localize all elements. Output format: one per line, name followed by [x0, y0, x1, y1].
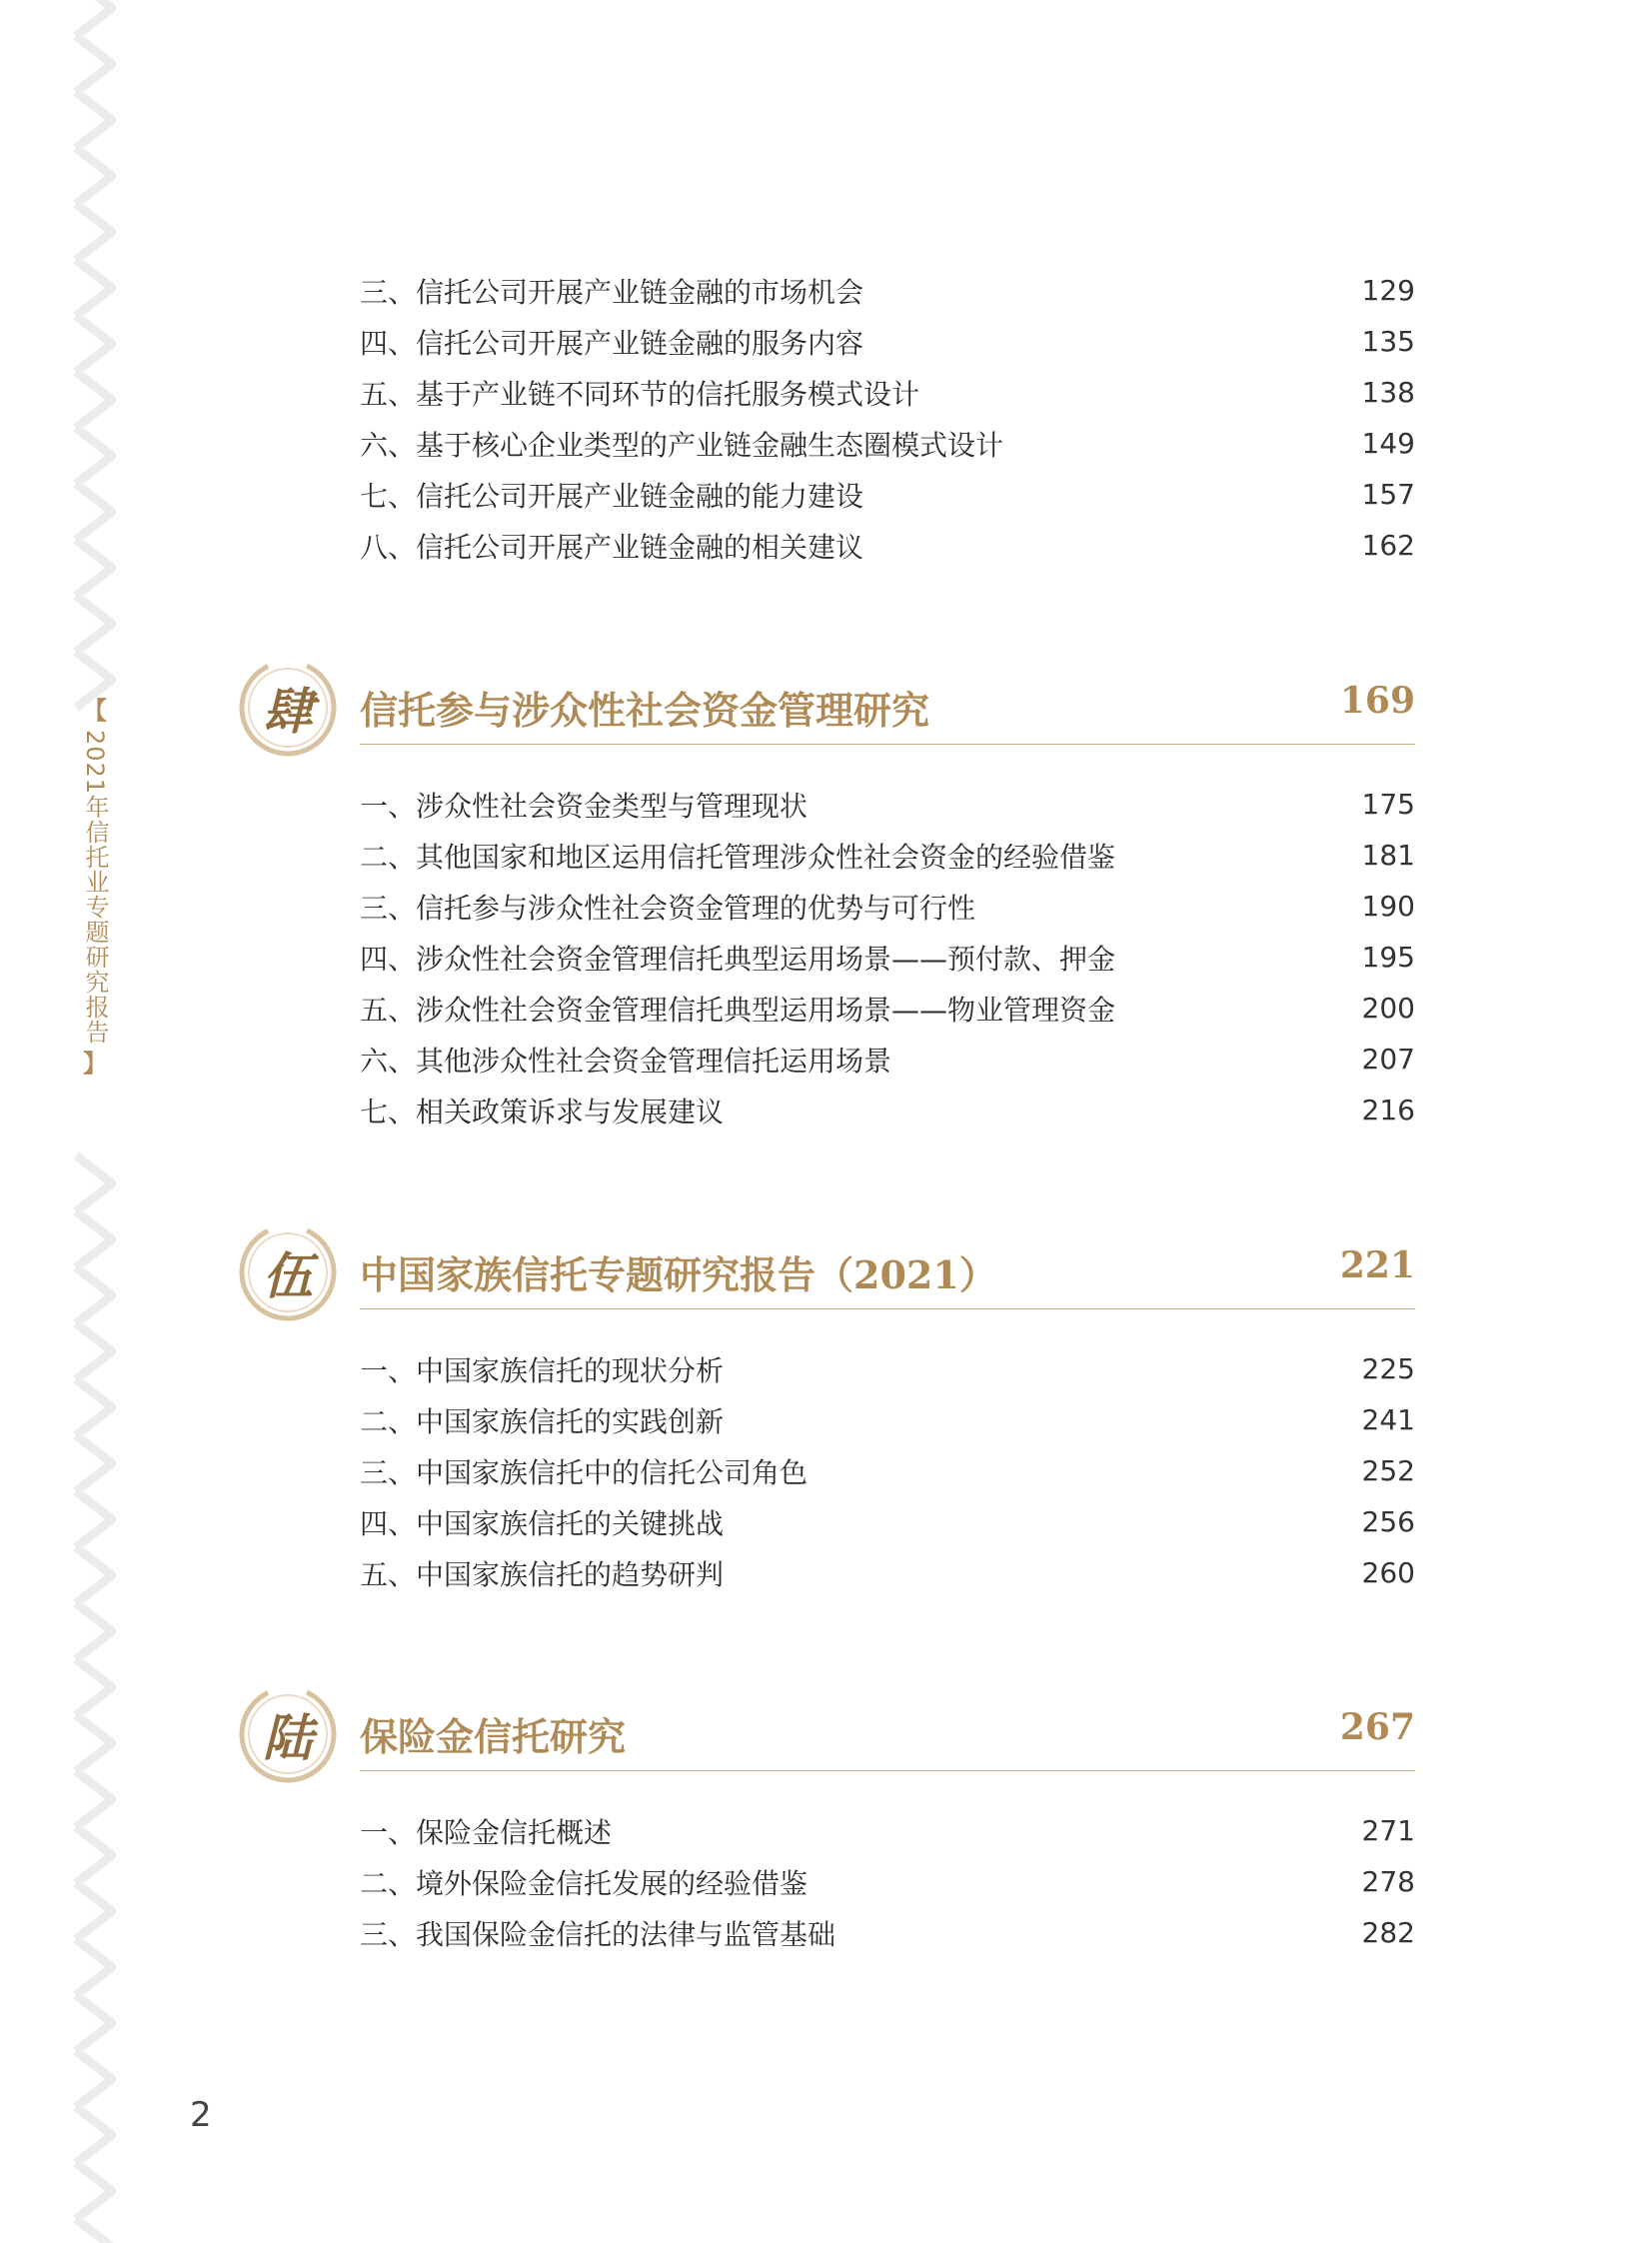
- chapter-heading-5[interactable]: [230, 1212, 1415, 1332]
- chevron-mark: [76, 316, 112, 372]
- toc-entry-page: 135: [1361, 325, 1415, 358]
- chevron-mark: [76, 0, 112, 36]
- chapter-title: 信托参与涉众性社会资金管理研究: [360, 688, 930, 733]
- toc-entry-title: 五、涉众性社会资金管理信托典型运用场景——物业管理资金: [360, 993, 1116, 1027]
- running-title-close-bracket: 】: [83, 1050, 107, 1079]
- chevron-mark: [76, 1323, 112, 1379]
- toc-entry-page: 195: [1361, 941, 1415, 974]
- toc-entry[interactable]: [360, 779, 1415, 830]
- toc-entry-title: 六、基于核心企业类型的产业链金融生态圈模式设计: [360, 428, 1004, 462]
- chevron-mark: [76, 1491, 112, 1547]
- chevron-mark: [76, 1883, 112, 1939]
- toc-entry-page: 241: [1361, 1403, 1415, 1436]
- chevron-mark: [76, 1435, 112, 1491]
- toc-entry[interactable]: [360, 520, 1415, 571]
- chevron-mark: [76, 1547, 112, 1603]
- toc-entry-page: 207: [1361, 1043, 1415, 1076]
- decorative-chevron-strip: [72, 0, 116, 2243]
- chevron-mark: [76, 1155, 112, 1211]
- chapter-heading-4[interactable]: [230, 648, 1415, 768]
- toc-entry[interactable]: [360, 1547, 1415, 1598]
- toc-entry-page: 162: [1361, 529, 1415, 562]
- chevron-mark: [76, 260, 112, 316]
- toc-entry-title: 三、信托公司开展产业链金融的市场机会: [360, 275, 864, 309]
- running-title-open-bracket: 【: [83, 697, 107, 725]
- chapter-page: 221: [1339, 1244, 1415, 1286]
- chevron-mark: [76, 148, 112, 204]
- toc-entry-page: 216: [1361, 1094, 1415, 1126]
- chapter-divider: [360, 1770, 1415, 1771]
- chevron-mark: [76, 1267, 112, 1323]
- chevron-mark: [76, 204, 112, 260]
- toc-entry[interactable]: [360, 1496, 1415, 1547]
- toc-entry-page: 225: [1361, 1352, 1415, 1385]
- chevron-mark: [76, 540, 112, 596]
- toc-entry-title: 二、其他国家和地区运用信托管理涉众性社会资金的经验借鉴: [360, 840, 1116, 874]
- running-title: [78, 698, 112, 1077]
- chevron-mark: [76, 1827, 112, 1883]
- toc-entry-title: 三、信托参与涉众性社会资金管理的优势与可行性: [360, 891, 976, 925]
- toc-entry[interactable]: [360, 1907, 1415, 1958]
- toc-entry-page: 200: [1361, 992, 1415, 1025]
- toc-entry[interactable]: [360, 1445, 1415, 1496]
- chevron-mark: [76, 1379, 112, 1435]
- toc-entry-page: 278: [1361, 1865, 1415, 1898]
- toc-entry-title: 一、涉众性社会资金类型与管理现状: [360, 789, 809, 823]
- toc-entry-title: 三、中国家族信托中的信托公司角色: [360, 1455, 809, 1489]
- toc-entry[interactable]: [360, 881, 1415, 932]
- toc-entry-title: 一、中国家族信托的现状分析: [360, 1353, 725, 1387]
- toc-entry-page: 138: [1361, 376, 1415, 409]
- page-number: 2: [190, 2095, 212, 2135]
- chapter-numeral: 陆: [263, 1708, 313, 1767]
- toc-entry-page: 157: [1361, 478, 1415, 511]
- toc-entry[interactable]: [360, 1394, 1415, 1445]
- toc-entry-title: 七、相关政策诉求与发展建议: [360, 1095, 725, 1128]
- toc-entry[interactable]: [360, 983, 1415, 1034]
- toc-entry[interactable]: [360, 1856, 1415, 1907]
- chevron-mark: [76, 2163, 112, 2219]
- toc-entry[interactable]: [360, 367, 1415, 418]
- toc-entry[interactable]: [360, 1805, 1415, 1856]
- chapter-divider: [360, 1308, 1415, 1309]
- toc-entry-page: 260: [1361, 1556, 1415, 1589]
- toc-entry-title: 六、其他涉众性社会资金管理信托运用场景: [360, 1044, 892, 1078]
- toc-entry-page: 181: [1361, 839, 1415, 872]
- chapter-title: 中国家族信托专题研究报告（2021）: [360, 1252, 997, 1297]
- toc-entry[interactable]: [360, 1085, 1415, 1135]
- chevron-mark: [76, 2107, 112, 2163]
- chevron-mark: [76, 1715, 112, 1771]
- chapter-page: 169: [1339, 680, 1415, 722]
- chapter-divider: [360, 744, 1415, 745]
- toc-entry-page: 256: [1361, 1505, 1415, 1538]
- chevron-mark: [76, 1211, 112, 1267]
- chevron-mark: [76, 1659, 112, 1715]
- toc-entry-title: 一、保险金信托概述: [360, 1815, 613, 1849]
- toc-entry-page: 271: [1361, 1814, 1415, 1847]
- toc-entry[interactable]: [360, 932, 1415, 983]
- toc-entry-page: 282: [1361, 1916, 1415, 1949]
- toc-entry-title: 四、信托公司开展产业链金融的服务内容: [360, 326, 864, 360]
- toc-entry-title: 八、信托公司开展产业链金融的相关建议: [360, 530, 864, 564]
- toc-entry-page: 190: [1361, 890, 1415, 923]
- toc-entry-title: 四、涉众性社会资金管理信托典型运用场景——预付款、押金: [360, 942, 1116, 976]
- toc-entry-page: 252: [1361, 1454, 1415, 1487]
- running-title-text: 2021年信托业专题研究报告: [81, 730, 109, 1046]
- chevron-mark: [76, 428, 112, 484]
- toc-entry[interactable]: [360, 469, 1415, 520]
- chapter-numeral: 肆: [263, 682, 313, 741]
- toc-entry-title: 五、中国家族信托的趋势研判: [360, 1557, 725, 1591]
- chevron-mark: [76, 92, 112, 148]
- toc-entry[interactable]: [360, 265, 1415, 316]
- toc-entry-page: 175: [1361, 788, 1415, 821]
- toc-entry-title: 五、基于产业链不同环节的信托服务模式设计: [360, 377, 920, 411]
- chapter-heading-6[interactable]: [230, 1674, 1415, 1794]
- chevron-mark: [76, 1603, 112, 1659]
- toc-entry-title: 二、中国家族信托的实践创新: [360, 1404, 725, 1438]
- toc-entry[interactable]: [360, 830, 1415, 881]
- toc-entry-title: 二、境外保险金信托发展的经验借鉴: [360, 1866, 809, 1900]
- toc-entry[interactable]: [360, 316, 1415, 367]
- toc-entry-title: 四、中国家族信托的关键挑战: [360, 1506, 725, 1540]
- chevron-mark: [76, 596, 112, 652]
- chevron-mark: [76, 1995, 112, 2051]
- chevron-mark: [76, 1939, 112, 1995]
- toc-entry-title: 三、我国保险金信托的法律与监管基础: [360, 1917, 836, 1951]
- chapter-title: 保险金信托研究: [360, 1714, 627, 1759]
- chevron-mark: [76, 2219, 112, 2243]
- chevron-mark: [76, 484, 112, 540]
- toc-entry[interactable]: [360, 418, 1415, 469]
- chapter-numeral: 伍: [263, 1246, 313, 1305]
- chevron-mark: [76, 2051, 112, 2107]
- toc-entry-title: 七、信托公司开展产业链金融的能力建设: [360, 479, 864, 513]
- chevron-mark: [76, 36, 112, 92]
- toc-entry[interactable]: [360, 1343, 1415, 1394]
- toc-entry-page: 129: [1361, 274, 1415, 307]
- toc-entry[interactable]: [360, 1034, 1415, 1085]
- chevron-mark: [76, 372, 112, 428]
- toc-entry-page: 149: [1361, 427, 1415, 460]
- chevron-mark: [76, 1771, 112, 1827]
- chapter-page: 267: [1339, 1706, 1415, 1748]
